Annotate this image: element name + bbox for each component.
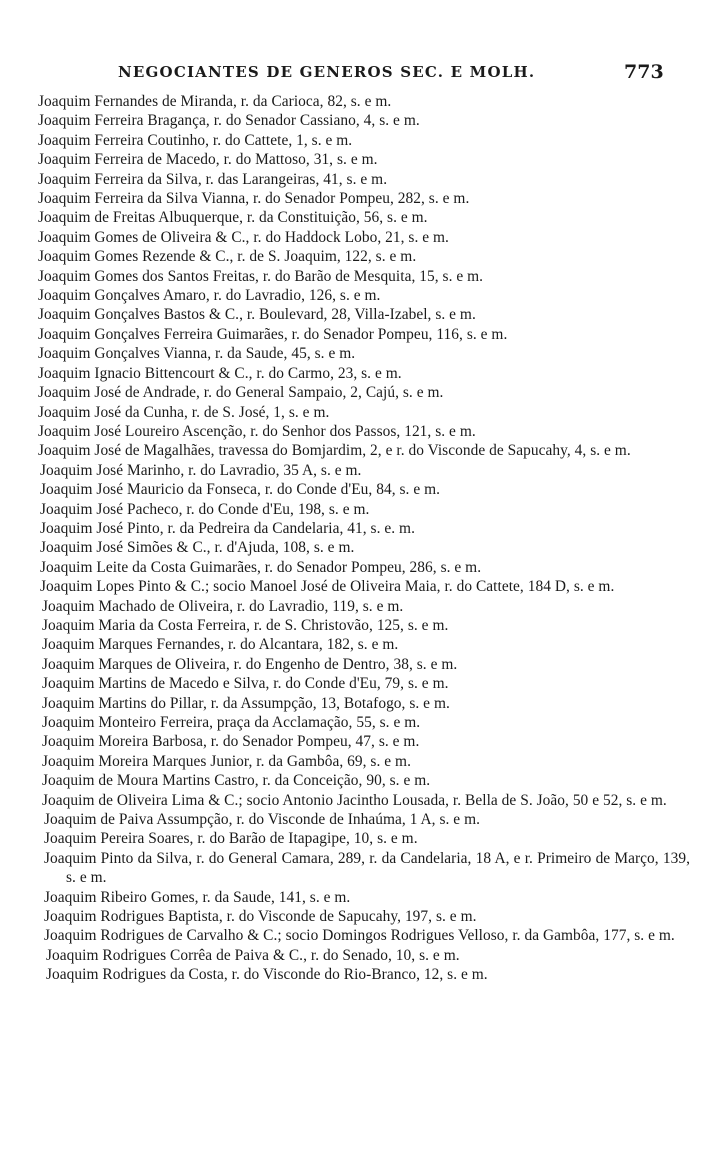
directory-entry: Joaquim José Simões & C., r. d'Ajuda, 108, s. e m. [40,539,355,557]
directory-entry: Joaquim José da Cunha, r. de S. José, 1, s. e m. [38,403,330,421]
directory-entry: Joaquim Gonçalves Vianna, r. da Saude, 45, s. e m. [38,345,356,363]
directory-entry: Joaquim Gonçalves Bastos & C., r. Boulevard, 28, Villa-Izabel, s. e m. [38,306,476,324]
directory-entry: Joaquim José Pinto, r. da Pedreira da Candelaria, 41, s. e. m. [40,519,415,537]
directory-entry: Joaquim Ferreira da Silva, r. das Larangeiras, 41, s. e m. [38,170,388,188]
page-number: 773 [624,61,664,83]
directory-entry: Joaquim Gonçalves Ferreira Guimarães, r. do Senador Pompeu, 116, s. e m. [38,325,508,343]
running-head: NEGOCIANTES DE GENEROS SEC. E MOLH. [118,63,536,81]
directory-entry: Joaquim Ferreira Bragança, r. do Senador Cassiano, 4, s. e m. [38,112,420,130]
directory-entry: Joaquim Ferreira Coutinho, r. do Cattete, 1, s. e m. [38,131,353,149]
directory-entry: Joaquim Rodrigues da Costa, r. do Visconde do Rio-Branco, 12, s. e m. [46,966,488,984]
directory-entry: Joaquim Ferreira de Macedo, r. do Mattoso, 31, s. e m. [38,151,378,169]
directory-entry: Joaquim José Loureiro Ascenção, r. do Senhor dos Passos, 121, s. e m. [38,422,476,440]
directory-entry: Joaquim Machado de Oliveira, r. do Lavradio, 119, s. e m. [42,597,404,615]
directory-entry: Joaquim Gonçalves Amaro, r. do Lavradio, 126, s. e m. [38,287,381,305]
directory-entry: Joaquim Pinto da Silva, r. do General Camara, 289, r. da Candelaria, 18 A, e r. Primeiro de Março, 139, s. e m. [44,849,690,887]
directory-entry: Joaquim Gomes de Oliveira & C., r. do Haddock Lobo, 21, s. e m. [38,228,449,246]
directory-entry: Joaquim de Moura Martins Castro, r. da Conceição, 90, s. e m. [42,772,431,790]
directory-entry: Joaquim de Paiva Assumpção, r. do Visconde de Inhaúma, 1 A, s. e m. [44,811,481,829]
directory-entry: Joaquim Marques Fernandes, r. do Alcantara, 182, s. e m. [42,636,399,654]
directory-entry: Joaquim Pereira Soares, r. do Barão de Itapagipe, 10, s. e m. [44,830,418,848]
directory-entry: Joaquim Ignacio Bittencourt & C., r. do Carmo, 23, s. e m. [38,364,402,382]
directory-entry: Joaquim de Freitas Albuquerque, r. da Constituição, 56, s. e m. [38,209,428,227]
directory-entry: Joaquim Marques de Oliveira, r. do Engenho de Dentro, 38, s. e m. [42,655,458,673]
directory-entry: Joaquim Moreira Marques Junior, r. da Gambôa, 69, s. e m. [42,752,411,770]
directory-entry: Joaquim Rodrigues Baptista, r. do Visconde de Sapucahy, 197, s. e m. [44,908,477,926]
directory-entry: Joaquim José Mauricio da Fonseca, r. do Conde d'Eu, 84, s. e m. [40,481,441,499]
entry-list [0,92,725,985]
directory-entry: Joaquim Ribeiro Gomes, r. da Saude, 141, s. e m. [44,888,351,906]
directory-entry: Joaquim Rodrigues de Carvalho & C.; socio Domingos Rodrigues Velloso, r. da Gambôa, 177, s. e m. [44,927,675,945]
directory-entry: Joaquim Leite da Costa Guimarães, r. do Senador Pompeu, 286, s. e m. [40,558,482,576]
directory-entry: Joaquim de Oliveira Lima & C.; socio Antonio Jacintho Lousada, r. Bella de S. João, 50 e 52, s. e m. [42,791,667,809]
page-header [0,62,725,84]
directory-entry: Joaquim Martins do Pillar, r. da Assumpção, 13, Botafogo, s. e m. [42,694,450,712]
directory-entry: Joaquim Martins de Macedo e Silva, r. do Conde d'Eu, 79, s. e m. [42,675,449,693]
directory-entry: Joaquim Rodrigues Corrêa de Paiva & C., r. do Senado, 10, s. e m. [46,946,460,964]
directory-entry: Joaquim Monteiro Ferreira, praça da Acclamação, 55, s. e m. [42,714,421,731]
directory-entry: Joaquim Fernandes de Miranda, r. da Carioca, 82, s. e m. [38,93,392,110]
directory-entry: Joaquim José de Andrade, r. do General Sampaio, 2, Cajú, s. e m. [38,384,444,402]
directory-entry: Joaquim Gomes dos Santos Freitas, r. do Barão de Mesquita, 15, s. e m. [38,267,484,285]
directory-entry: Joaquim José Marinho, r. do Lavradio, 35 A, s. e m. [40,461,362,479]
directory-entry: Joaquim Lopes Pinto & C.; socio Manoel José de Oliveira Maia, r. do Cattete, 184 D, s. e m. [40,578,615,596]
directory-entry: Joaquim José de Magalhães, travessa do Bomjardim, 2, e r. do Visconde de Sapucahy, 4, s. e m. [38,442,631,460]
directory-entry: Joaquim Gomes Rezende & C., r. de S. Joaquim, 122, s. e m. [38,248,417,266]
directory-entry: Joaquim José Pacheco, r. do Conde d'Eu, 198, s. e m. [40,500,370,518]
directory-entry: Joaquim Maria da Costa Ferreira, r. de S. Christovão, 125, s. e m. [42,616,449,634]
directory-entry: Joaquim Moreira Barbosa, r. do Senador Pompeu, 47, s. e m. [42,733,420,751]
directory-entry: Joaquim Ferreira da Silva Vianna, r. do Senador Pompeu, 282, s. e m. [38,190,470,208]
